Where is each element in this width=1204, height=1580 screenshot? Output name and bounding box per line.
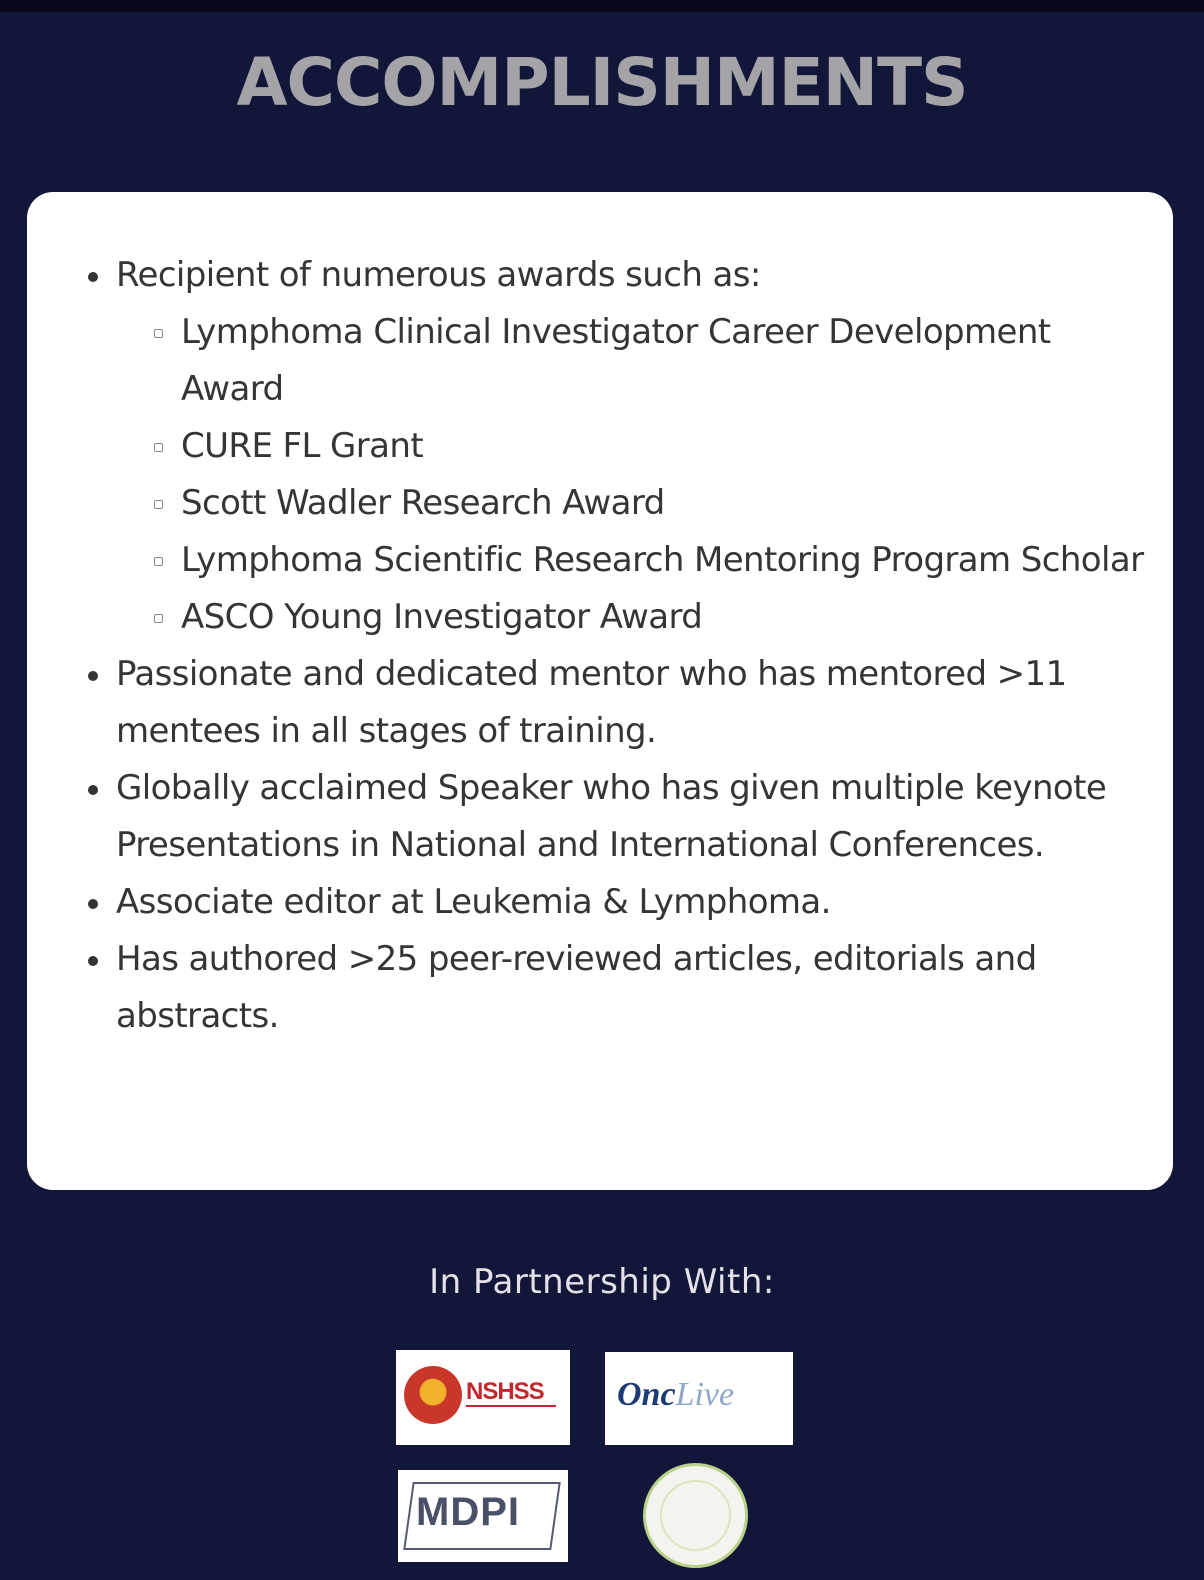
awards-intro: Recipient of numerous awards such as:: [116, 255, 761, 295]
award-item: Lymphoma Clinical Investigator Career Development Award: [116, 304, 1148, 418]
award-item: CURE FL Grant: [116, 418, 1148, 475]
list-item-author: Has authored >25 peer-reviewed articles, editorials and abstracts.: [88, 931, 1148, 1045]
nshss-seal-icon: [404, 1366, 462, 1424]
nshss-logo: [396, 1350, 570, 1445]
list-item-mentor: Passionate and dedicated mentor who has mentored >11 mentees in all stages of training.: [88, 646, 1148, 760]
list-item-speaker: Globally acclaimed Speaker who has given multiple keynote Presentations in National and International Conferences.: [88, 760, 1148, 874]
mdpi-logo-text: MDPI: [416, 1490, 520, 1534]
nshss-underline: [466, 1405, 556, 1407]
list-item-awards: [88, 247, 1148, 646]
onclive-logo-text-live: Live: [675, 1376, 735, 1413]
top-edge-bar: [0, 0, 1204, 12]
onclive-logo-text-onc: Onc: [617, 1376, 676, 1413]
list-item-editor: Associate editor at Leukemia & Lymphoma.: [88, 874, 1148, 931]
onclive-logo: [605, 1352, 793, 1445]
award-item: ASCO Young Investigator Award: [116, 589, 1148, 646]
onclive-logo-text: [617, 1376, 734, 1414]
accomplishments-list: [88, 247, 1148, 1045]
badge-ring-icon: [660, 1480, 731, 1551]
page-title: ACCOMPLISHMENTS: [236, 44, 968, 121]
award-item: Scott Wadler Research Award: [116, 475, 1148, 532]
partnership-heading: In Partnership With:: [429, 1262, 775, 1302]
award-item: Lymphoma Scientific Research Mentoring Program Scholar: [116, 532, 1148, 589]
nshss-logo-text: NSHSS: [466, 1378, 544, 1405]
circular-partner-badge: [643, 1463, 748, 1568]
mdpi-logo: [398, 1470, 568, 1562]
awards-sublist: [116, 304, 1148, 646]
